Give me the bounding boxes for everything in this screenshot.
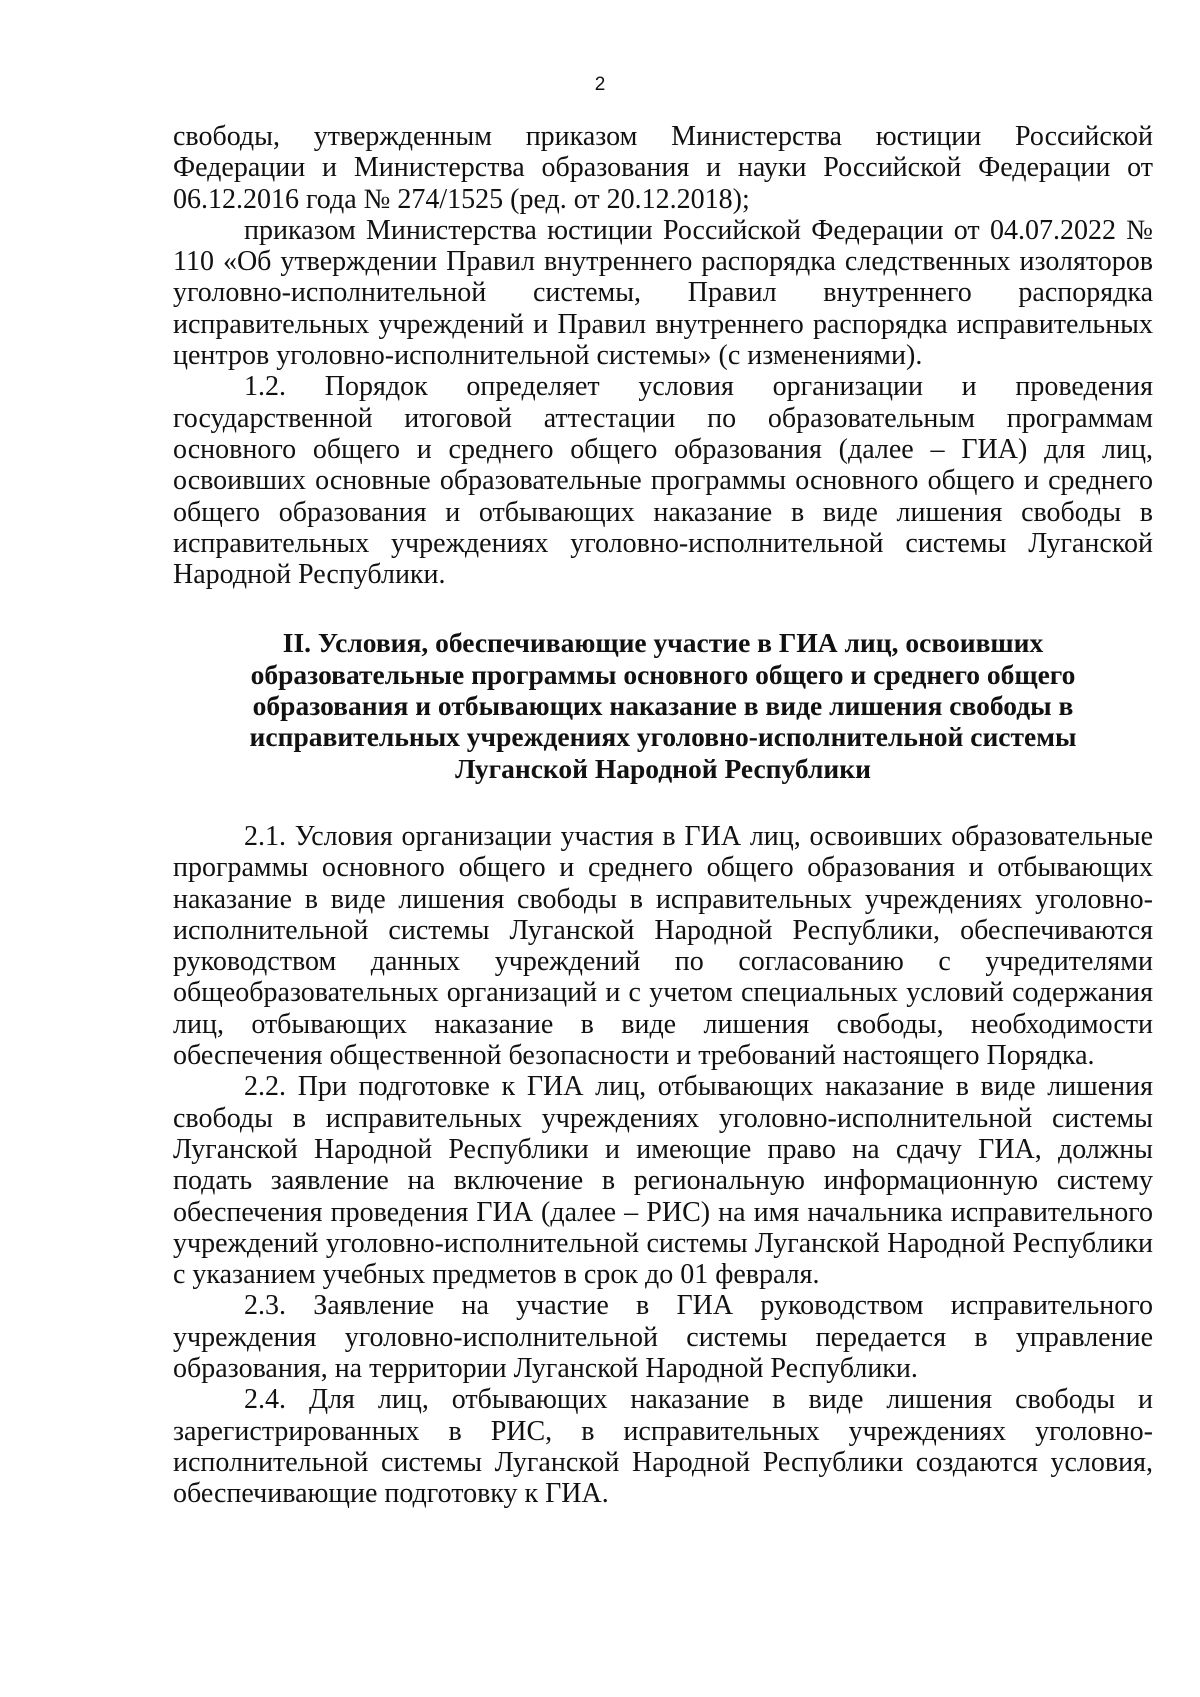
section-heading-line: образования и отбывающих наказание в виде лишения свободы в [252,690,1074,722]
paragraph-order-reference-continued: свободы, утвержденным приказом Министерства юстиции Российской Федерации и Министерства образования и науки Российской Федерации от 06.12.2016 года № 274/1525 (ред. от 20.12.2018); [173,121,1153,215]
section-heading-line: II. Условия, обеспечивающие участие в ГИА лиц, освоивших [282,627,1044,659]
paragraph-order-110: приказом Министерства юстиции Российской Федерации от 04.07.2022 № 110 «Об утверждении Правил внутреннего распорядка следственных изоляторов уголовно-исполнительной системы, Правил внутреннего распорядка исправительных учреждений и Правил внутреннего распорядка исправительных центров уголовно-исполнительной системы» (с изменениями). [173,214,1153,372]
section-heading [173,627,1153,783]
document-body [173,121,1153,1509]
paragraph-2-3: 2.3. Заявление на участие в ГИА руководством исправительного учреждения уголовно-исполнительной системы передается в управление образования, на территории Луганской Народной Республики. [173,1290,1153,1384]
section-heading-line: образовательные программы основного общего и среднего общего [250,658,1076,690]
paragraph-1-2: 1.2. Порядок определяет условия организации и проведения государственной итоговой аттестации по образовательным программам основного общего и среднего общего образования (далее – ГИА) для лиц, освоивших основные образовательные программы основного общего и среднего общего образования и отбывающих наказание в виде лишения свободы в исправительных учреждениях уголовно-исполнительной системы Луганской Народной Республики. [173,371,1153,591]
paragraph-2-1: 2.1. Условия организации участия в ГИА лиц, освоивших образовательные программы основного общего и среднего общего образования и отбывающих наказание в виде лишения свободы в исправительных учреждениях уголовно-исполнительной системы Луганской Народной Республики, обеспечиваются руководством данных учреждений по согласованию с учредителями общеобразовательных организаций и с учетом специальных условий содержания лиц, отбывающих наказание в виде лишения свободы, необходимости обеспечения общественной безопасности и требований настоящего Порядка. [173,820,1153,1072]
paragraph-2-2: 2.2. При подготовке к ГИА лиц, отбывающих наказание в виде лишения свободы в исправительных учреждениях уголовно-исполнительной системы Луганской Народной Республики и имеющие право на сдачу ГИА, должны подать заявление на включение в региональную информационную систему обеспечения проведения ГИА (далее – РИС) на имя начальника исправительного учреждений уголовно-исполнительной системы Луганской Народной Республики с указанием учебных предметов в срок до 01 февраля. [173,1071,1153,1291]
section-heading-line: исправительных учреждениях уголовно-исполнительной системы [249,721,1077,753]
page-number: 2 [594,74,606,95]
section-heading-line: Луганской Народной Республики [455,752,871,784]
paragraph-2-4: 2.4. Для лиц, отбывающих наказание в виде лишения свободы и зарегистрированных в РИС, в исправительных учреждениях уголовно-исполнительной системы Луганской Народной Республики создаются условия, обеспечивающие подготовку к ГИА. [173,1384,1153,1510]
